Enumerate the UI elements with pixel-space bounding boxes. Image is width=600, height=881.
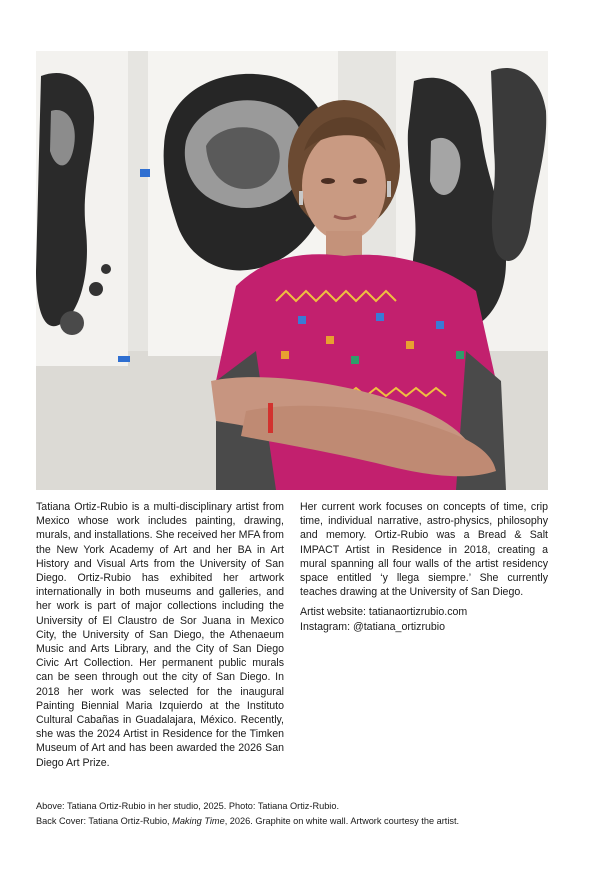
bio-column-left xyxy=(36,500,284,776)
caption-back-suffix: , 2026. Graphite on white wall. Artwork courtesy the artist. xyxy=(224,816,460,826)
caption-back-prefix: Back Cover: Tatiana Ortiz-Rubio, xyxy=(36,816,173,826)
bio-paragraph-continued: Her current work focuses on concepts of time, crip time, individual narrative, astro-physics, philosophy and memory. Ortiz-Rubio was a Bread & Salt IMPACT Artist in Residence in 2018, creating a mural spanning all four walls of the artist residency space entitled ‘y llega siempre.’ She currently teaches drawing at the University of San Diego. xyxy=(300,501,548,599)
bio-column-right xyxy=(300,500,548,634)
artist-portrait-photo xyxy=(36,51,548,490)
photo-captions xyxy=(36,799,564,829)
bio-paragraph: Tatiana Ortiz-Rubio is a multi-disciplinary artist from Mexico whose work includes painting, drawing, murals, and installations. She received her MFA from the New York Academy of Art and her BA in Art History and Visual Arts from the University of San Diego. Ortiz-Rubio has exhibited her artwork internationally in both museums and galleries, and her work is part of major collections including the University of El Claustro de Sor Juana in Mexico City, the University of San Diego, the Athenaeum Music and Arts Library, and the City of San Diego Civic Art Collection. Her permanent public murals can be seen through out the city of San Diego. In 2018 her work was selected for the inaugural Painting Biennial Maria Izquierdo at the Instituto Cultural Cabañas in Guadalajara, México. Recently, she was the 2024 Artist in Residence for the Timken Museum of Art and has been awarded the 2026 San Diego Art Prize. xyxy=(36,501,284,769)
artist-website: Artist website: tatianaortizrubio.com xyxy=(300,606,468,619)
caption-above: Above: Tatiana Ortiz-Rubio in her studio, 2025. Photo: Tatiana Ortiz-Rubio. xyxy=(36,801,340,811)
caption-back-title: Making Time xyxy=(172,816,225,826)
caption-back-cover xyxy=(36,814,564,829)
artist-instagram: Instagram: @tatiana_ortizrubio xyxy=(300,620,446,633)
artist-links xyxy=(300,605,548,633)
portrait-illustration xyxy=(36,51,548,490)
